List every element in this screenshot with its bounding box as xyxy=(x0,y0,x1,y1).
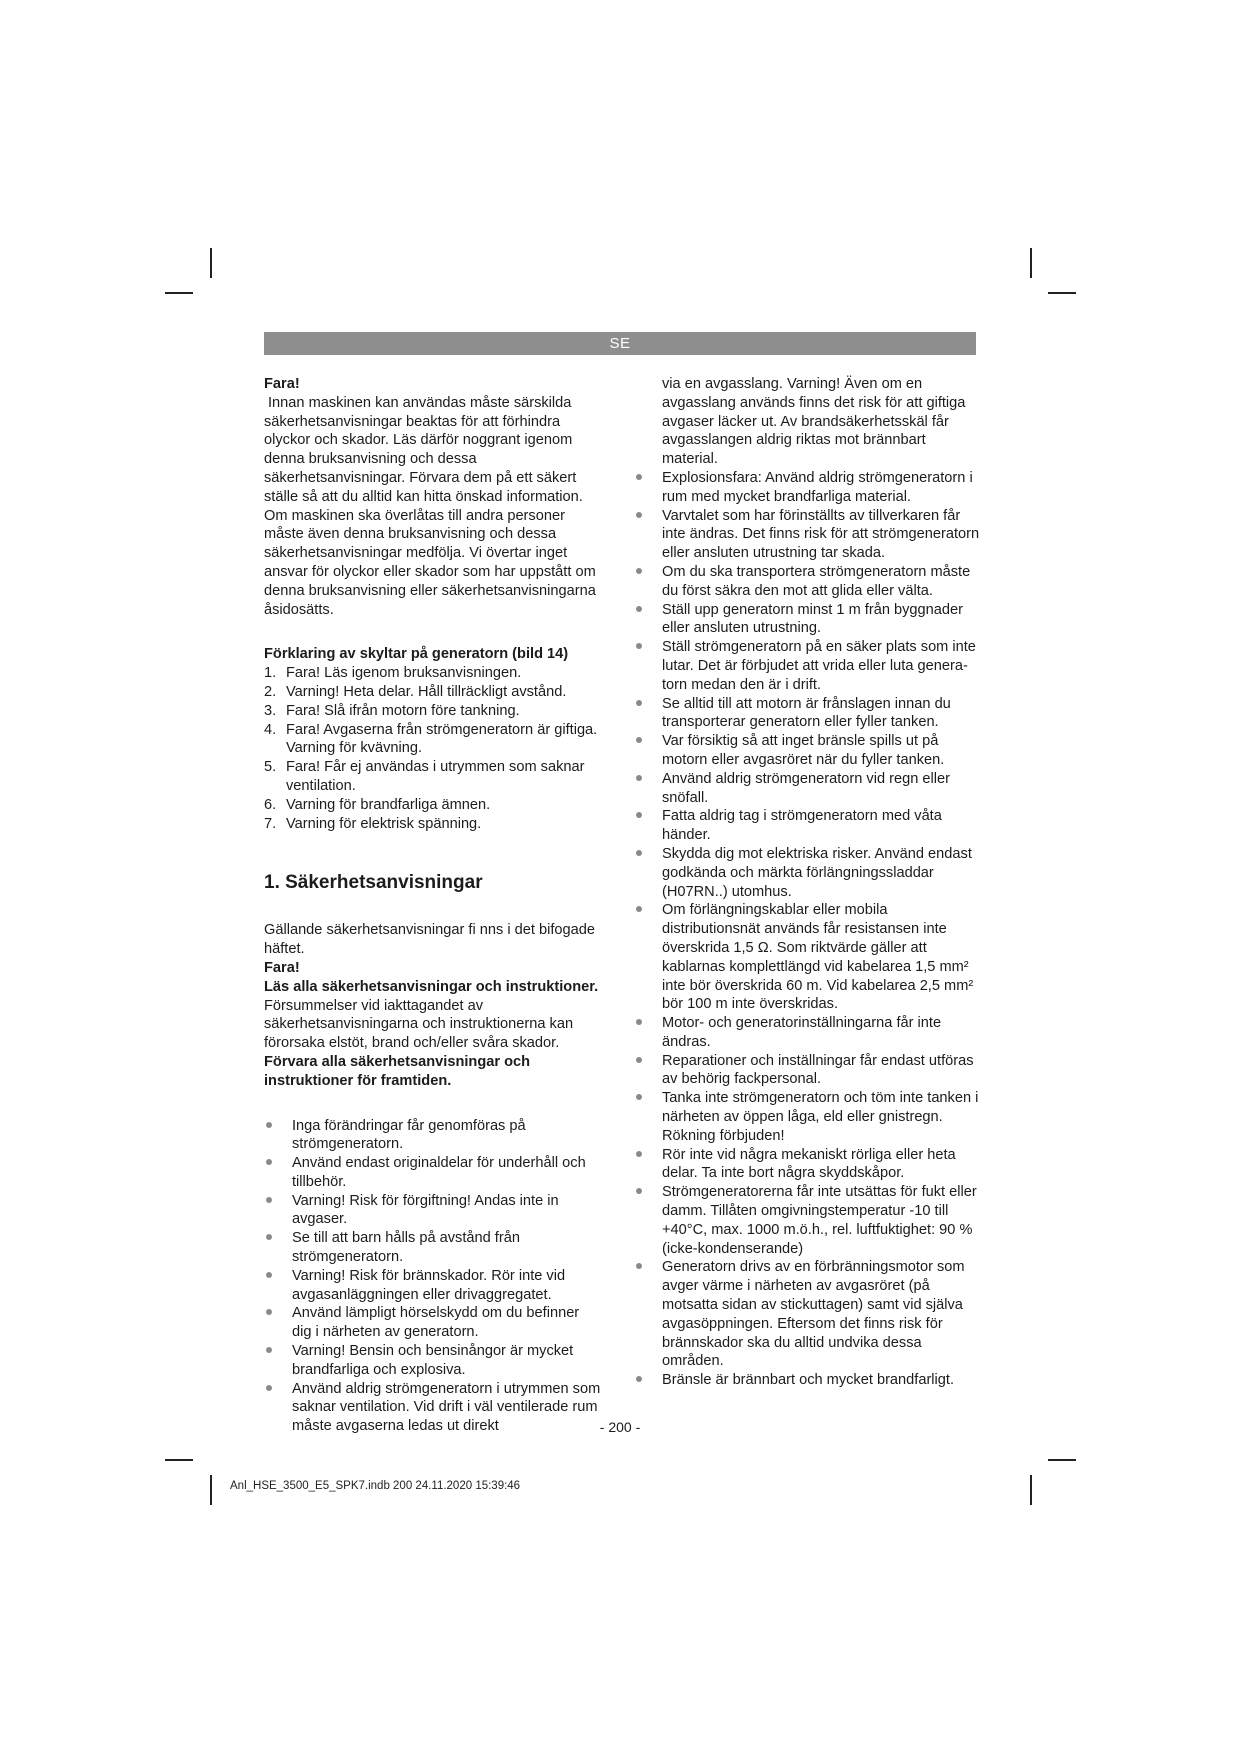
read-all-text: Försummelser vid iakttagandet av säkerhetsanvisningarna och instruktionerna kan förorsaka elstöt, brand och/eller svåra skador. xyxy=(264,997,574,1052)
list-item: 4. Fara! Avgaserna från strömgeneratorn är giftiga. Varning för kvävning. xyxy=(264,721,598,757)
list-item: Skydda dig mot elektriska risker. Använd endast godkända och märkta förlängningssladdar (H07RN..) utomhus. xyxy=(662,845,980,901)
list-item: Om förlängningskablar eller mobila distributionsnät används får resistansen inte överskrida 1,5 Ω. Som riktvärde gäller att kablarnas komplettlängd vid kabelarea 1,5 mm² inte bör överskrida 60 m. Vid kabelarea 2,5 mm² bör 100 m inte överskridas. xyxy=(662,901,980,1014)
list-item: Tanka inte strömgeneratorn och töm inte tanken i närheten av öppen låga, eld eller gnistregn. Rökning förbjuden! xyxy=(662,1090,979,1144)
list-item: Använd endast originaldelar för underhåll och tillbehör. xyxy=(264,1154,602,1192)
list-item: Ställ strömgeneratorn på en säker plats som inte lutar. Det är förbjudet att vrida eller luta genera-torn medan den är i drift. xyxy=(662,638,980,694)
list-item: Fatta aldrig tag i strömgeneratorn med våta händer. xyxy=(662,807,980,845)
crop-mark-top-left-vertical xyxy=(210,248,212,278)
list-item: Explosionsfara: Använd aldrig strömgeneratorn i rum med mycket brandfarliga material. xyxy=(662,469,980,507)
crop-mark-bottom-right-vertical xyxy=(1030,1475,1032,1505)
crop-mark-bottom-left-horizontal xyxy=(165,1459,193,1461)
warning-text: Innan maskinen kan användas måste särskilda säkerhetsanvisningar beaktas för att förhindra olyckor och skador. Läs därför noggrant igenom denna bruksanvisning och dessa säkerhetsanvisningar. Förvara dem på ett säkert ställe så att du alltid kan hitta önskad information. Om maskinen ska överlåtas till andra personer måste även denna bruksanvisning och dessa säkerhetsanvisningar medfölja. Vi övertar inget ansvar för olyckor eller skador som har uppstått om denna bruksanvisning eller säkerhetsanvisningarna åsidosätts. xyxy=(264,394,596,618)
list-item: Ställ upp generatorn minst 1 m från byggnader eller ansluten utrustning. xyxy=(662,601,980,639)
crop-mark-top-left-horizontal xyxy=(165,292,193,294)
list-item: Bränsle är brännbart och mycket brandfarligt. xyxy=(662,1371,980,1390)
list-item: Generatorn drivs av en förbränningsmotor som avger värme i närheten av avgasröret (på motsatta sidan av stickuttagen) samt vid själva avgasöppningen. Eftersom det finns risk för brännskador ska du alltid undvika dessa områden. xyxy=(662,1258,980,1371)
list-item: Var försiktig så att inget bränsle spills ut på motorn eller avgasröret när du fyller tanken. xyxy=(662,732,980,770)
right-column xyxy=(662,375,980,1390)
section-title: 1. Säkerhetsanvisningar xyxy=(264,872,483,894)
right-bullet-list xyxy=(662,469,980,1390)
list-item: Reparationer och inställningar får endast utföras av behörig fackpersonal. xyxy=(662,1052,980,1090)
list-item: Använd aldrig strömgeneratorn i utrymmen som saknar ventilation. Vid drift i väl ventilerade rum måste avgaserna ledas ut direkt xyxy=(264,1380,602,1436)
read-all-bold: Läs alla säkerhetsanvisningar och instruktioner. xyxy=(264,978,599,995)
list-item: 5. Fara! Får ej användas i utrymmen som saknar ventilation. xyxy=(264,759,585,794)
list-item: 2. Varning! Heta delar. Håll tillräckligt avstånd. xyxy=(264,683,567,700)
crop-mark-bottom-left-vertical xyxy=(210,1475,212,1505)
list-item: 1. Fara! Läs igenom bruksanvisningen. xyxy=(264,665,522,682)
language-header-bar: SE xyxy=(264,332,976,355)
continued-text: via en avgasslang. Varning! Även om en avgasslang används finns det risk för att giftiga avgaser läcker ut. Av brandsäkerhetsskäl får avgasslangen aldrig riktas mot brännbart material. xyxy=(662,376,966,468)
page-number: - 200 - xyxy=(599,1419,641,1435)
list-item: Använd aldrig strömgeneratorn vid regn eller snöfall. xyxy=(662,770,980,808)
list-item: Motor- och generatorinställningarna får inte ändras. xyxy=(662,1014,980,1052)
list-item: Varning! Risk för brännskador. Rör inte vid avgasanläggningen eller drivaggregatet. xyxy=(264,1267,602,1305)
list-item: Varning! Risk för förgiftning! Andas inte in avgaser. xyxy=(264,1192,602,1230)
list-item: Använd lämpligt hörselskydd om du befinner dig i närheten av generatorn. xyxy=(264,1304,602,1342)
list-item: 3. Fara! Slå ifrån motorn före tankning. xyxy=(264,702,520,719)
list-item: 7. Varning för elektrisk spänning. xyxy=(264,815,482,832)
signs-list xyxy=(264,664,602,833)
crop-mark-top-right-horizontal xyxy=(1048,292,1076,294)
left-bullet-list xyxy=(264,1117,602,1437)
list-item: Strömgeneratorerna får inte utsättas för fukt eller damm. Tillåten omgivningstemperatur -10 till +40°C, max. 1000 m.ö.h., rel. luftfuktighet: 90 % (icke-kondenserande) xyxy=(662,1183,980,1258)
print-file-info: Anl_HSE_3500_E5_SPK7.indb 200 24.11.2020 15:39:46 xyxy=(230,1480,521,1492)
read-all-paragraph xyxy=(264,978,602,1091)
left-column xyxy=(264,375,602,1436)
intro-warning: Fara! xyxy=(264,959,300,976)
list-item: Inga förändringar får genomföras på strömgeneratorn. xyxy=(264,1117,602,1155)
list-item: Se till att barn hålls på avstånd från strömgeneratorn. xyxy=(264,1229,602,1267)
list-item: Varvtalet som har förinställts av tillverkaren får inte ändras. Det finns risk för att strömgeneratorn eller ansluten utrustning tar skada. xyxy=(662,507,980,562)
list-item: Rör inte vid några mekaniskt rörliga eller heta delar. Ta inte bort några skyddskåpor. xyxy=(662,1146,980,1184)
warning-title: Fara! xyxy=(264,376,300,392)
intro-text: Gällande säkerhetsanvisningar fi nns i det bifogade häftet. xyxy=(264,922,596,958)
list-item: Om du ska transportera strömgeneratorn måste du först säkra den mot att glida eller välta. xyxy=(662,563,980,601)
list-item: Varning! Bensin och bensinångor är mycket brandfarliga och explosiva. xyxy=(264,1342,602,1380)
crop-mark-bottom-right-horizontal xyxy=(1048,1459,1076,1461)
keep-bold: Förvara alla säkerhetsanvisningar och instruktioner för framtiden. xyxy=(264,1053,531,1089)
list-item: Se alltid till att motorn är frånslagen innan du transporterar generatorn eller fyller tanken. xyxy=(662,695,980,733)
list-item: 6. Varning för brandfarliga ämnen. xyxy=(264,796,491,813)
signs-heading: Förklaring av skyltar på generatorn (bild 14) xyxy=(264,646,569,663)
crop-mark-top-right-vertical xyxy=(1030,248,1032,278)
